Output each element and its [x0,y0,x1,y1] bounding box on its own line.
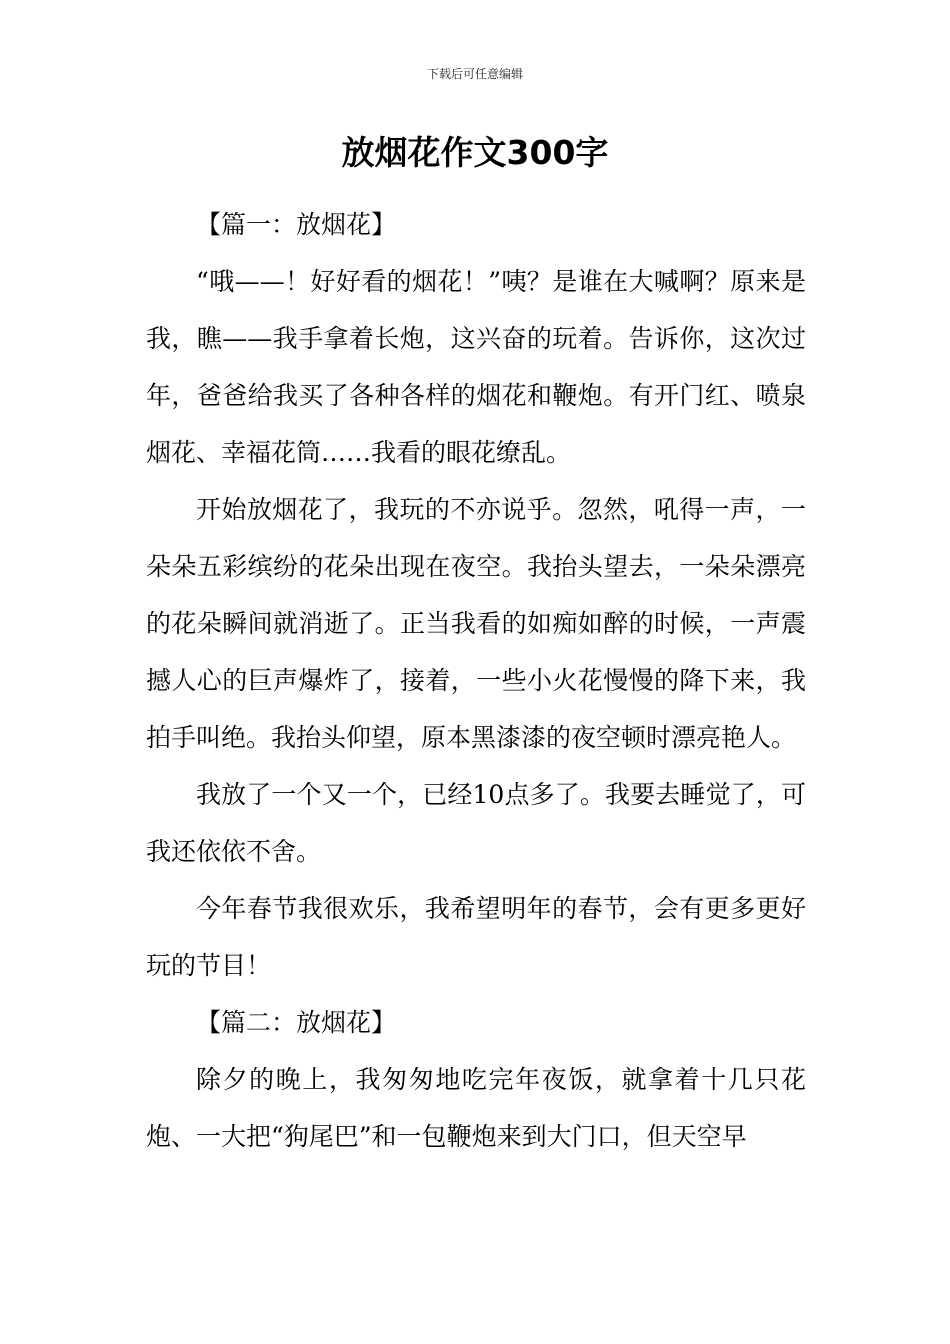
document-title: 放烟花作文300字 [341,133,609,172]
section-heading-1: 【篇一：放烟花】 [196,210,397,239]
document-body [146,196,806,1165]
paragraph: 我放了一个又一个，已经10点多了。我要去睡觉了，可我还依依不舍。 [146,780,806,866]
paragraph: 今年春节我很欢乐，我希望明年的春节，会有更多更好玩的节目！ [146,894,806,980]
section-heading-2: 【篇二：放烟花】 [196,1008,397,1037]
header-note: 下载后可任意编辑 [426,67,523,81]
paragraph: “哦——！好好看的烟花！”咦？是谁在大喊啊？原来是我，瞧——我手拿着长炮，这兴奋的玩着。告诉你，这次过年，爸爸给我买了各种各样的烟花和鞭炮。有开门红、喷泉烟花、幸福花筒……我看的眼花缭乱。 [146,267,806,467]
paragraph: 开始放烟花了，我玩的不亦说乎。忽然，吼得一声，一朵朵五彩缤纷的花朵出现在夜空。我抬头望去，一朵朵漂亮的花朵瞬间就消逝了。正当我看的如痴如醉的时候，一声震撼人心的巨声爆炸了，接着，一些小火花慢慢的降下来，我拍手叫绝。我抬头仰望，原本黑漆漆的夜空顿时漂亮艳人。 [146,495,806,752]
paragraph: 除夕的晚上，我匆匆地吃完年夜饭，就拿着十几只花炮、一大把“狗尾巴”和一包鞭炮来到大门口，但天空早 [146,1065,806,1151]
